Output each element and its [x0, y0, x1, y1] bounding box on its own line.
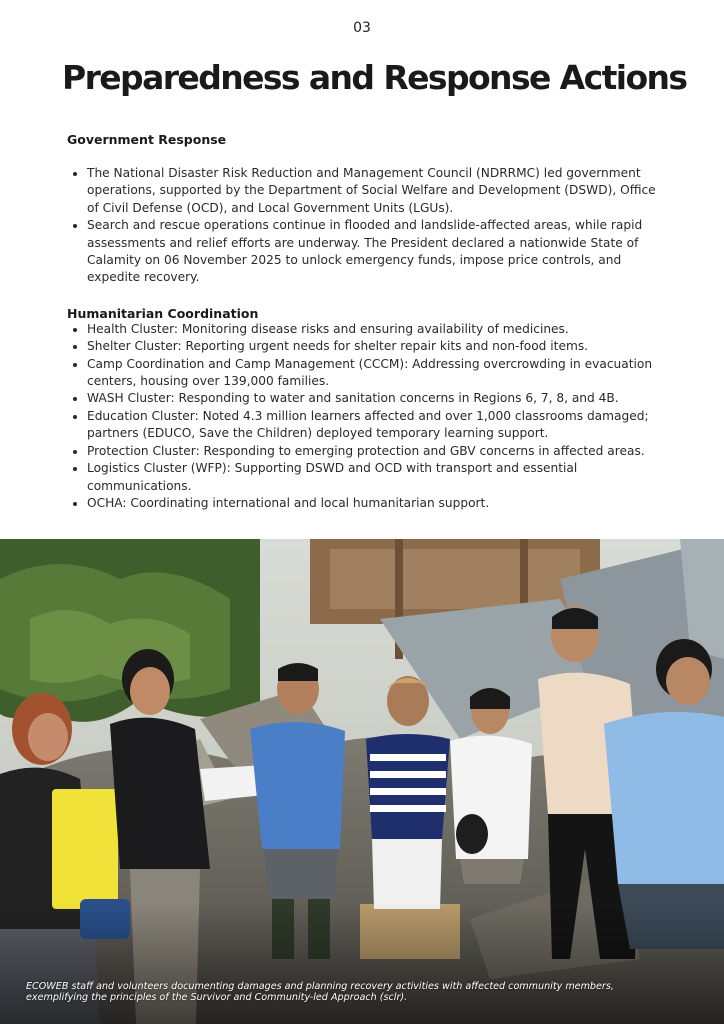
field-photo — [0, 539, 724, 1024]
list-item: • WASH Cluster: Responding to water and sanitation concerns in Regions 6, 7, 8, and 4B. — [87, 390, 667, 407]
list-item: • OCHA: Coordinating international and local humanitarian support. — [87, 495, 667, 512]
list-item: • Search and rescue operations continue in flooded and landslide-affected areas, while rapid assessments and relief efforts are underway. The President declared a nationwide State of Calamity on 06 November 2025 to unlock emergency funds, impose price controls, and expedite recovery. — [87, 217, 667, 287]
list-item: • Protection Cluster: Responding to emerging protection and GBV concerns in affected areas. — [87, 443, 667, 460]
page-number: 03 — [353, 20, 371, 36]
page-title: Preparedness and Response Actions — [62, 58, 687, 97]
photo-illustration — [0, 539, 724, 1024]
main-content — [67, 132, 667, 512]
list-item: • Education Cluster: Noted 4.3 million learners affected and over 1,000 classrooms damaged; partners (EDUCO, Save the Children) deployed temporary learning support. — [87, 408, 667, 443]
list-item: • Shelter Cluster: Reporting urgent needs for shelter repair kits and non-food items. — [87, 338, 667, 355]
humanitarian-coordination-heading: Humanitarian Coordination — [67, 305, 259, 321]
humanitarian-coordination-list — [67, 321, 667, 512]
photo-caption: ECOWEB staff and volunteers documenting damages and planning recovery activities with affected community members, exemplifying the principles of the Survivor and Community-led Approach (sclr). — [26, 981, 614, 1003]
government-response-heading: Government Response — [67, 132, 227, 147]
list-item: • The National Disaster Risk Reduction and Management Council (NDRRMC) led government operations, supported by the Department of Social Welfare and Development (DSWD), Office of Civil Defense (OCD), and Local Government Units (LGUs). — [87, 165, 667, 217]
list-item: • Health Cluster: Monitoring disease risks and ensuring availability of medicines. — [87, 321, 667, 338]
list-item: • Logistics Cluster (WFP): Supporting DSWD and OCD with transport and essential communications. — [87, 460, 667, 495]
government-response-list — [67, 165, 667, 287]
list-item: • Camp Coordination and Camp Management (CCCM): Addressing overcrowding in evacuation centers, housing over 139,000 families. — [87, 356, 667, 391]
